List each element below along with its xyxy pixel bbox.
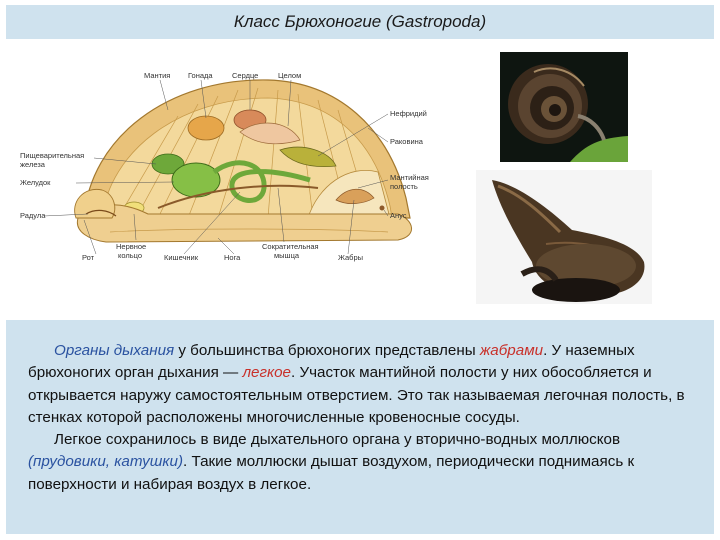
title-bar	[6, 5, 714, 39]
label-mantle-cavity-line2: полость	[390, 182, 418, 191]
text-panel	[6, 320, 714, 534]
label-shell: Раковина	[390, 137, 423, 146]
label-gills: Жабры	[338, 253, 364, 262]
label-anus: Анус	[390, 211, 407, 220]
paragraph-secondary-aquatic	[28, 429, 700, 496]
label-mantle-cavity-line1: Мантийная	[390, 173, 429, 182]
head	[75, 189, 115, 218]
anus	[380, 206, 385, 211]
anatomy-svg	[18, 68, 444, 264]
text-fragment: . Участок мантийной полости у них обособляется и открывается наружу самостоятельным отверстием. Это так называемая легочная полость, в стенках которой расположены многочисленные кровеносные сосуды.	[28, 364, 685, 426]
label-coelom: Целом	[278, 71, 302, 80]
gastropoda-anatomy-diagram	[18, 68, 444, 264]
coiled-snail-photo	[500, 52, 628, 162]
label-digestive-gland-line1: Пищеварительная	[20, 151, 85, 160]
label-foot: Нога	[224, 253, 241, 262]
coiled-snail-illustration	[500, 52, 628, 162]
term-lung: легкое	[242, 364, 292, 382]
label-heart: Сердце	[232, 71, 259, 80]
label-mantle: Мантия	[144, 71, 171, 80]
term-examples: (прудовики, катушки)	[28, 453, 184, 471]
gonad	[188, 116, 224, 140]
label-digestive-gland-line2: железа	[20, 160, 45, 169]
label-gonad: Гонада	[188, 71, 213, 80]
label-nephridium: Нефридий	[390, 109, 427, 118]
text-fragment: у большинства брюхоногих представлены	[174, 342, 480, 359]
label-nerve-ring-line2: кольцо	[118, 251, 143, 260]
term-respiratory-organs: Органы дыхания	[54, 342, 175, 359]
text-fragment: Легкое сохранилось в виде дыхательного органа у вторично-водных моллюсков	[54, 431, 621, 449]
label-retractor-line2: мышца	[274, 251, 300, 260]
text-fragment: . Такие моллюски дышат воздухом, периодически поднимаясь к поверхности и набирая воздух в легкое.	[28, 453, 635, 493]
pond-snail-illustration	[476, 170, 652, 304]
slide-title: Класс Брюхоногие (Gastropoda)	[233, 12, 487, 31]
label-nerve-ring-line1: Нервное	[116, 242, 147, 251]
text-fragment: . У наземных брюхоногих орган дыхания —	[28, 342, 635, 382]
term-gills: жабрами	[479, 342, 544, 359]
label-retractor-line1: Сократительная	[262, 242, 319, 251]
label-mouth: Рот	[82, 253, 95, 262]
label-radula: Радула	[20, 211, 46, 220]
label-stomach: Желудок	[20, 178, 51, 187]
label-intestine: Кишечник	[164, 253, 199, 262]
pond-snail-photo	[476, 170, 652, 304]
paragraph-respiration	[28, 340, 700, 429]
